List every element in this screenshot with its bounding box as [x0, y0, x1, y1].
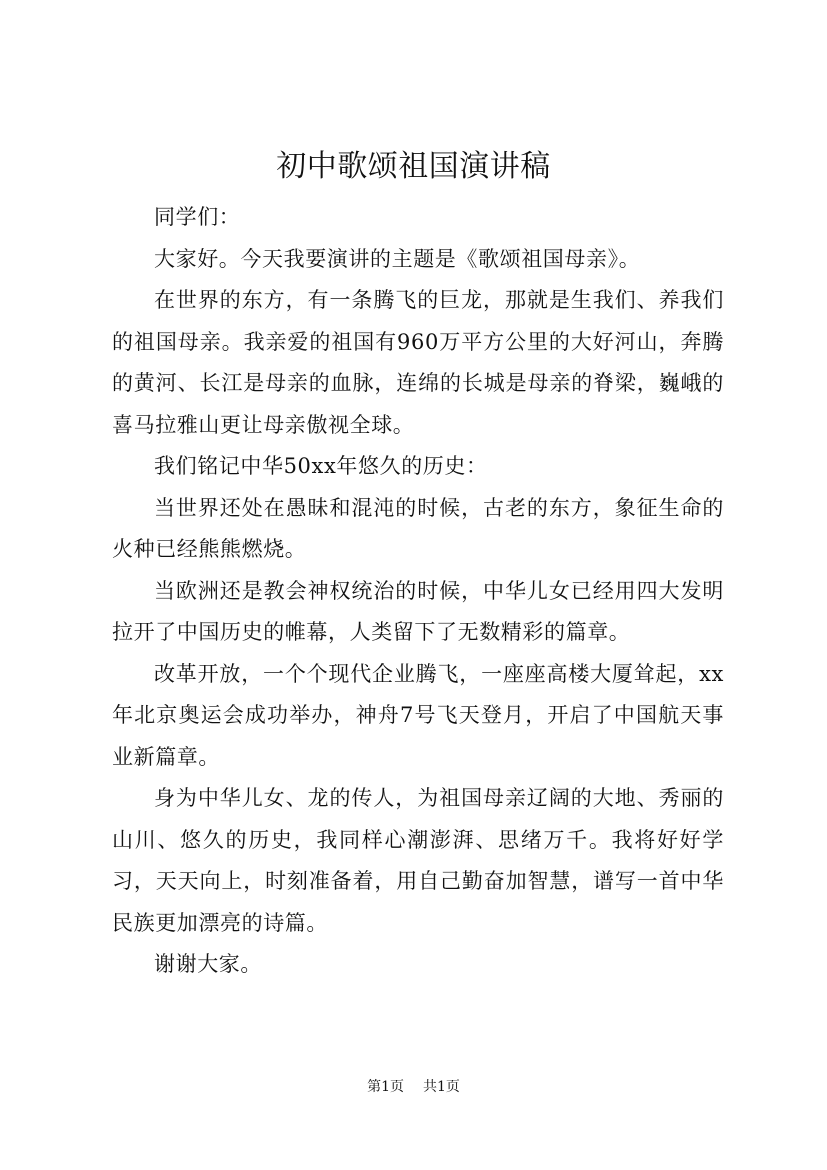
- paragraph: 我们铭记中华50xx年悠久的历史：: [154, 454, 488, 478]
- page-number: 第1页: [367, 1079, 405, 1095]
- document-title: 初中歌颂祖国演讲稿: [276, 149, 551, 184]
- paragraph: 改革开放，一个个现代企业腾飞，一座座高楼大厦耸起，xx年北京奥运会成功举办，神舟7号飞天登月，开启了中国航天事业新篇章。: [112, 661, 724, 769]
- page-total: 共1页: [422, 1079, 460, 1095]
- paragraph: 大家好。今天我要演讲的主题是《歌颂祖国母亲》。: [154, 246, 641, 271]
- paragraph: 在世界的东方，有一条腾飞的巨龙，那就是生我们、养我们的祖国母亲。我亲爱的祖国有960万平方公里的大好河山，奔腾的黄河、长江是母亲的血脉，连绵的长城是母亲的脊梁，巍峨的喜马拉雅山更让母亲傲视全球。: [112, 288, 724, 437]
- paragraph: 同学们：: [154, 205, 241, 229]
- paragraph: 谢谢大家。: [154, 952, 262, 976]
- paragraph: 当欧洲还是教会神权统治的时候，中华儿女已经用四大发明拉开了中国历史的帷幕，人类留下了无数精彩的篇章。: [112, 578, 724, 644]
- document-body: [112, 197, 724, 986]
- paragraph: 身为中华儿女、龙的传人，为祖国母亲辽阔的大地、秀丽的山川、悠久的历史，我同样心潮澎湃、思绪万千。我将好好学习，天天向上，时刻准备着，用自己勤奋加智慧，谱写一首中华民族更加漂亮的诗篇。: [112, 786, 724, 935]
- page-footer: [0, 1077, 827, 1097]
- paragraph: 当世界还处在愚昧和混沌的时候，古老的东方，象征生命的火种已经熊熊燃烧。: [112, 495, 724, 561]
